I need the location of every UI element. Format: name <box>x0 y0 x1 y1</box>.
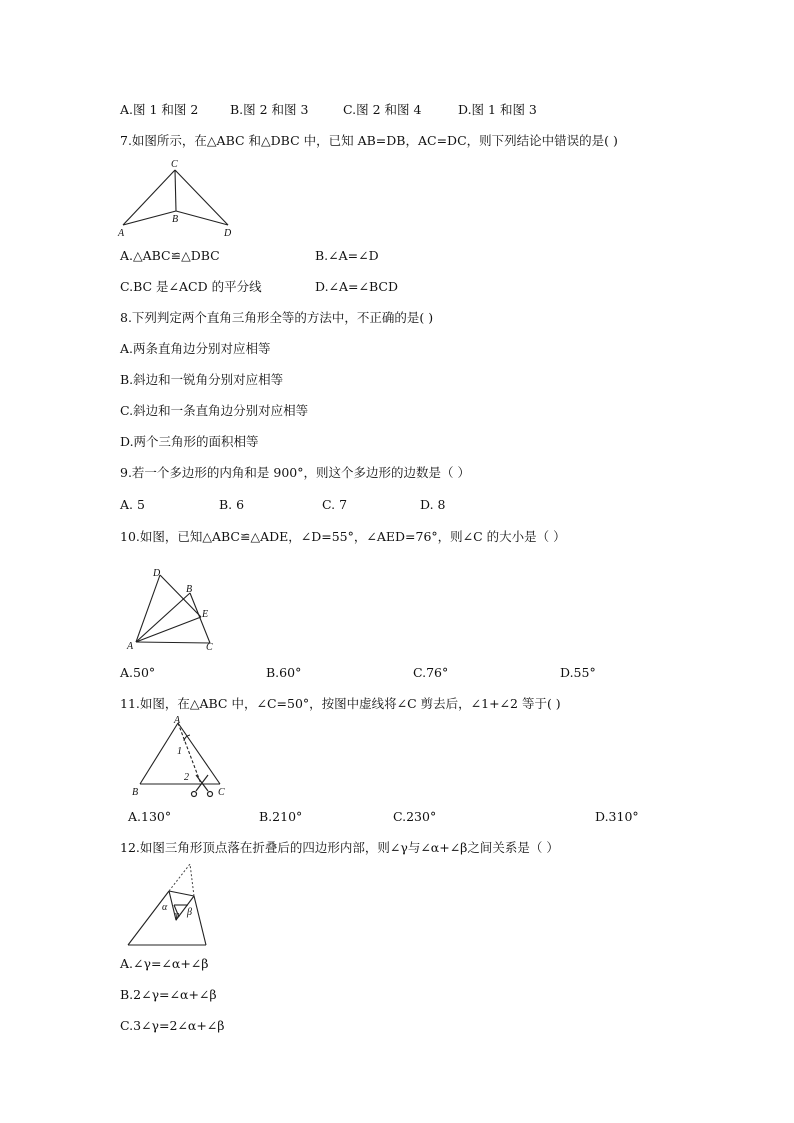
q12-label-beta: β <box>187 907 192 918</box>
q11-label-2: 2 <box>184 772 189 783</box>
q7-option-d: D.∠A=∠BCD <box>315 279 399 294</box>
q7-label-b: B <box>172 214 179 225</box>
q7-option-c: C.BC 是∠ACD 的平分线 <box>120 279 262 294</box>
q8-option-d: D.两个三角形的面积相等 <box>120 434 259 449</box>
q7-stem: 7.如图所示，在△ABC 和△DBC 中，已知 AB=DB，AC=DC，则下列结论中错误的是( ) <box>120 133 618 148</box>
q10-option-d: D.55° <box>560 665 596 680</box>
q9-option-b: B. 6 <box>219 497 245 512</box>
q10-label-d: D <box>153 568 161 579</box>
q7-label-a: A <box>118 228 125 239</box>
q8-option-b: B.斜边和一锐角分别对应相等 <box>120 372 284 387</box>
q8-option-a: A.两条直角边分别对应相等 <box>120 341 271 356</box>
q12-label-alpha: α <box>162 902 168 913</box>
q12-label-gamma: γ <box>175 910 179 921</box>
q9-option-c: C. 7 <box>322 497 348 512</box>
q6-option-c: C.图 2 和图 4 <box>343 102 422 117</box>
q11-figure <box>128 715 238 805</box>
q6-option-b: B.图 2 和图 3 <box>230 102 309 117</box>
q11-option-d: D.310° <box>595 809 639 824</box>
q10-option-c: C.76° <box>413 665 449 680</box>
q9-option-a: A. 5 <box>120 497 145 512</box>
q11-option-c: C.230° <box>393 809 437 824</box>
q10-label-a: A <box>127 641 134 652</box>
q8-option-c: C.斜边和一条直角边分别对应相等 <box>120 403 309 418</box>
q11-stem: 11.如图，在△ABC 中，∠C=50°，按图中虚线将∠C 剪去后，∠1+∠2 等于( ) <box>120 696 561 711</box>
q12-option-b: B.2∠γ=∠α+∠β <box>120 987 217 1002</box>
q10-stem: 10.如图，已知△ABC≌△ADE，∠D=55°，∠AED=76°，则∠C 的大小是（ ） <box>120 529 566 544</box>
q7-label-c: C <box>171 159 178 170</box>
q11-label-a: A <box>174 715 181 726</box>
q7-label-d: D <box>224 228 232 239</box>
q10-label-b: B <box>186 584 193 595</box>
q9-option-d: D. 8 <box>420 497 446 512</box>
q7-figure <box>115 158 245 240</box>
q11-label-c: C <box>218 787 225 798</box>
q11-option-b: B.210° <box>259 809 303 824</box>
q11-label-1: 1 <box>177 746 182 757</box>
q10-figure <box>120 566 230 656</box>
q12-option-a: A.∠γ=∠α+∠β <box>120 956 209 971</box>
q10-option-b: B.60° <box>266 665 302 680</box>
q12-option-c: C.3∠γ=2∠α+∠β <box>120 1018 225 1033</box>
q7-option-a: A.△ABC≌△DBC <box>120 248 220 263</box>
q8-stem: 8.下列判定两个直角三角形全等的方法中，不正确的是( ) <box>120 310 434 325</box>
q10-label-e: E <box>202 609 209 620</box>
scissors-icon <box>192 775 213 797</box>
q11-label-b: B <box>132 787 139 798</box>
q12-stem: 12.如图三角形顶点落在折叠后的四边形内部，则∠γ与∠α+∠β之间关系是（ ） <box>120 840 559 855</box>
q10-label-c: C <box>206 642 213 653</box>
q10-option-a: A.50° <box>120 665 156 680</box>
q6-option-a: A.图 1 和图 2 <box>120 102 199 117</box>
q6-option-d: D.图 1 和图 3 <box>458 102 537 117</box>
q12-figure <box>122 862 222 948</box>
q11-option-a: A.130° <box>128 809 172 824</box>
q7-option-b: B.∠A=∠D <box>315 248 379 263</box>
q9-stem: 9.若一个多边形的内角和是 900°，则这个多边形的边数是（ ） <box>120 465 470 480</box>
